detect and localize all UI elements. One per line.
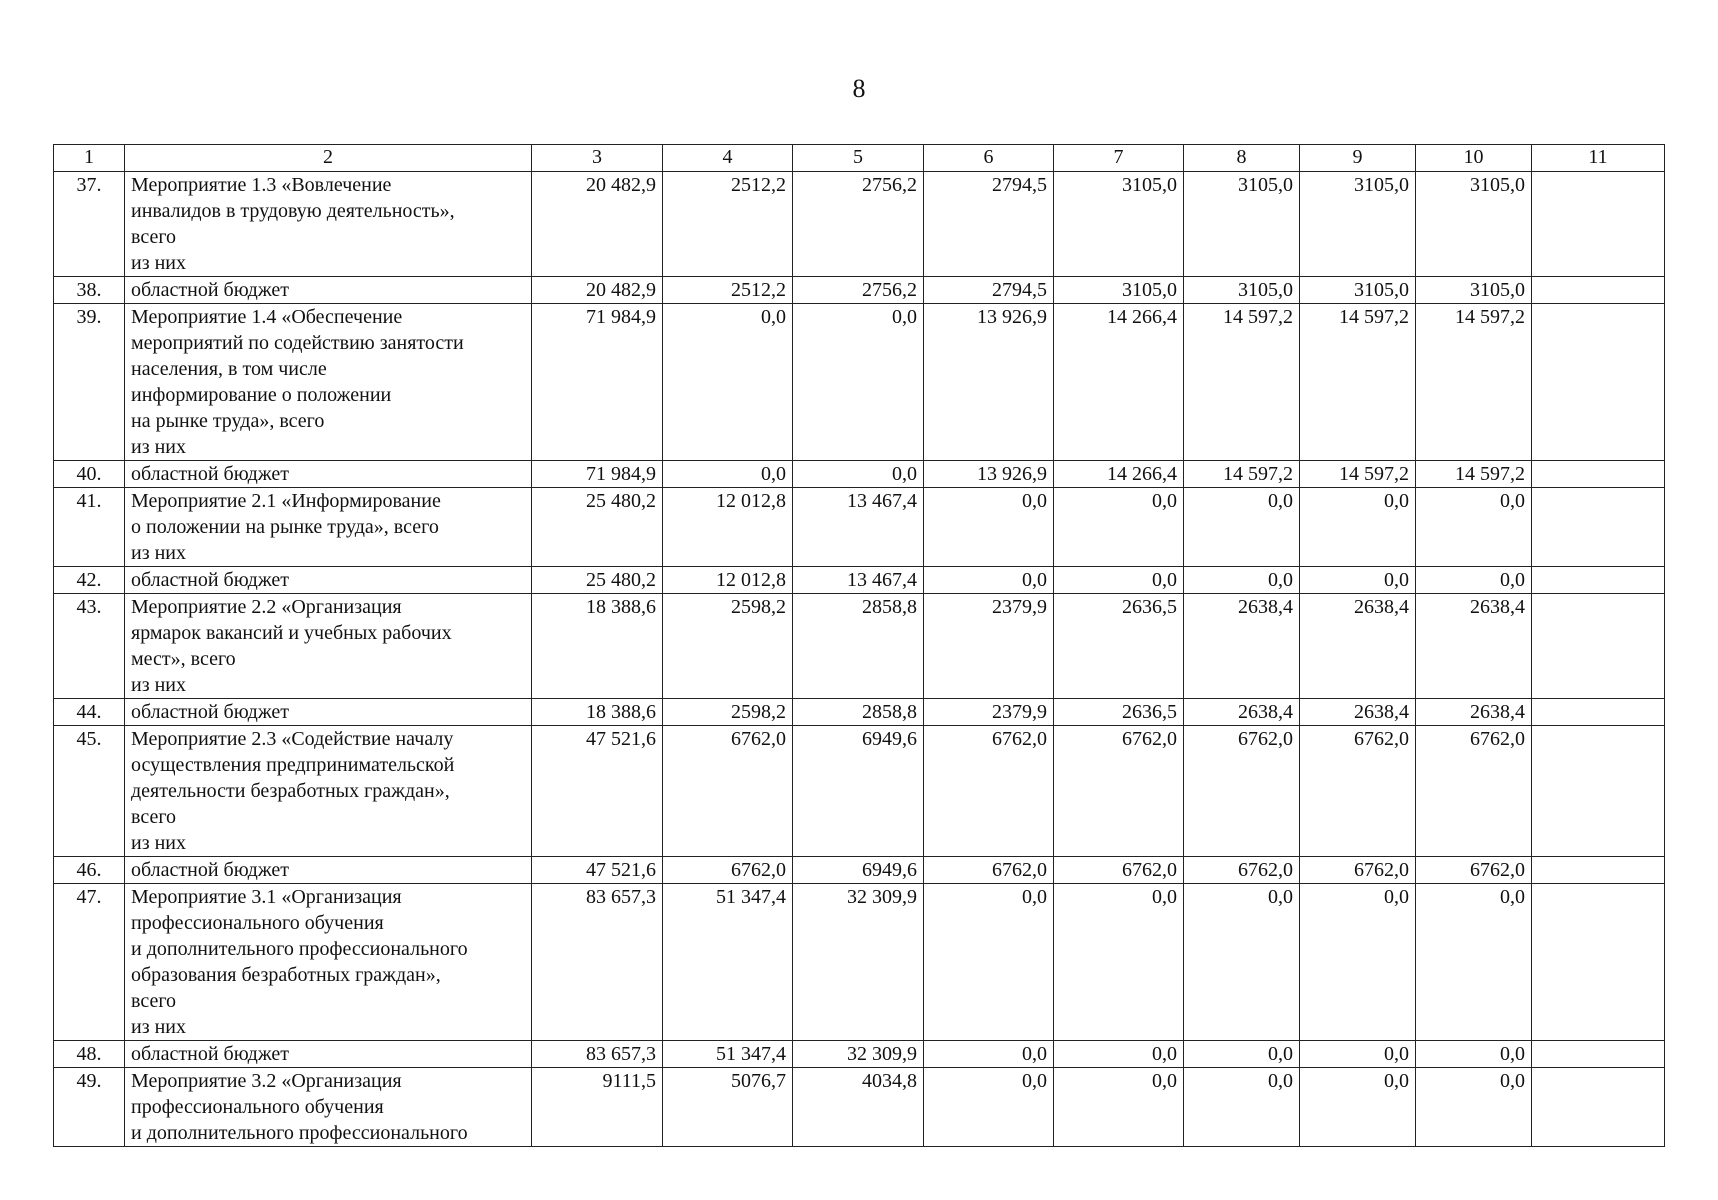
amount-cell: 0,0 xyxy=(1184,567,1300,594)
table-row xyxy=(54,857,1665,884)
amount-cell: 14 597,2 xyxy=(1184,304,1300,461)
amount-cell: 2512,2 xyxy=(663,172,793,277)
notes-cell xyxy=(1532,1068,1665,1147)
table-body xyxy=(54,172,1665,1147)
activity-name: Мероприятие 3.1 «Организация профессионального обучения и дополнительного профессионального образования безработных граждан», всего из них xyxy=(125,884,532,1041)
notes-cell xyxy=(1532,857,1665,884)
amount-cell: 2756,2 xyxy=(793,277,924,304)
table-row xyxy=(54,1041,1665,1068)
amount-cell: 0,0 xyxy=(1416,1041,1532,1068)
amount-cell: 32 309,9 xyxy=(793,884,924,1041)
amount-cell: 14 266,4 xyxy=(1054,304,1184,461)
amount-cell: 0,0 xyxy=(924,567,1054,594)
amount-cell: 6949,6 xyxy=(793,857,924,884)
amount-cell: 13 467,4 xyxy=(793,488,924,567)
activity-name: Мероприятие 1.4 «Обеспечение мероприятий по содействию занятости населения, в том числе информирование о положении на рынке труда», всего из них xyxy=(125,304,532,461)
amount-cell: 47 521,6 xyxy=(532,726,663,857)
amount-cell: 9111,5 xyxy=(532,1068,663,1147)
amount-cell: 18 388,6 xyxy=(532,594,663,699)
activity-name: Мероприятие 2.1 «Информирование о положении на рынке труда», всего из них xyxy=(125,488,532,567)
amount-cell: 0,0 xyxy=(1416,884,1532,1041)
table-row xyxy=(54,884,1665,1041)
amount-cell: 2512,2 xyxy=(663,277,793,304)
budget-table xyxy=(53,144,1665,1147)
table-row xyxy=(54,304,1665,461)
activity-name: областной бюджет xyxy=(125,857,532,884)
amount-cell: 4034,8 xyxy=(793,1068,924,1147)
column-header: 3 xyxy=(532,145,663,172)
row-number: 38. xyxy=(54,277,125,304)
amount-cell: 14 597,2 xyxy=(1416,461,1532,488)
activity-name: областной бюджет xyxy=(125,567,532,594)
column-header: 11 xyxy=(1532,145,1665,172)
notes-cell xyxy=(1532,726,1665,857)
row-number: 39. xyxy=(54,304,125,461)
amount-cell: 0,0 xyxy=(1416,1068,1532,1147)
amount-cell: 0,0 xyxy=(924,884,1054,1041)
amount-cell: 2638,4 xyxy=(1416,594,1532,699)
notes-cell xyxy=(1532,172,1665,277)
table-row xyxy=(54,726,1665,857)
table-row xyxy=(54,594,1665,699)
amount-cell: 14 266,4 xyxy=(1054,461,1184,488)
table-row xyxy=(54,461,1665,488)
table-row xyxy=(54,567,1665,594)
amount-cell: 51 347,4 xyxy=(663,884,793,1041)
amount-cell: 2636,5 xyxy=(1054,699,1184,726)
amount-cell: 6762,0 xyxy=(1184,857,1300,884)
amount-cell: 2638,4 xyxy=(1184,594,1300,699)
amount-cell: 2756,2 xyxy=(793,172,924,277)
column-header: 4 xyxy=(663,145,793,172)
row-number: 48. xyxy=(54,1041,125,1068)
amount-cell: 20 482,9 xyxy=(532,172,663,277)
amount-cell: 14 597,2 xyxy=(1416,304,1532,461)
table-row xyxy=(54,488,1665,567)
amount-cell: 20 482,9 xyxy=(532,277,663,304)
amount-cell: 2638,4 xyxy=(1416,699,1532,726)
amount-cell: 0,0 xyxy=(1300,884,1416,1041)
amount-cell: 0,0 xyxy=(924,1041,1054,1068)
amount-cell: 25 480,2 xyxy=(532,567,663,594)
column-header: 6 xyxy=(924,145,1054,172)
amount-cell: 3105,0 xyxy=(1300,172,1416,277)
amount-cell: 71 984,9 xyxy=(532,461,663,488)
amount-cell: 71 984,9 xyxy=(532,304,663,461)
amount-cell: 0,0 xyxy=(1184,884,1300,1041)
notes-cell xyxy=(1532,567,1665,594)
notes-cell xyxy=(1532,1041,1665,1068)
amount-cell: 83 657,3 xyxy=(532,884,663,1041)
amount-cell: 0,0 xyxy=(1054,884,1184,1041)
amount-cell: 6762,0 xyxy=(924,726,1054,857)
amount-cell: 3105,0 xyxy=(1184,277,1300,304)
amount-cell: 3105,0 xyxy=(1416,277,1532,304)
activity-name: областной бюджет xyxy=(125,1041,532,1068)
column-header: 5 xyxy=(793,145,924,172)
activity-name: Мероприятие 2.2 «Организация ярмарок вакансий и учебных рабочих мест», всего из них xyxy=(125,594,532,699)
amount-cell: 6762,0 xyxy=(924,857,1054,884)
column-header: 8 xyxy=(1184,145,1300,172)
amount-cell: 32 309,9 xyxy=(793,1041,924,1068)
page-number: 8 xyxy=(852,74,866,103)
amount-cell: 25 480,2 xyxy=(532,488,663,567)
amount-cell: 13 926,9 xyxy=(924,304,1054,461)
amount-cell: 6762,0 xyxy=(1416,857,1532,884)
amount-cell: 0,0 xyxy=(1184,1068,1300,1147)
amount-cell: 6762,0 xyxy=(663,857,793,884)
amount-cell: 0,0 xyxy=(793,304,924,461)
table-row xyxy=(54,699,1665,726)
activity-name: Мероприятие 2.3 «Содействие началу осуществления предпринимательской деятельности безработных граждан», всего из них xyxy=(125,726,532,857)
amount-cell: 6762,0 xyxy=(1184,726,1300,857)
amount-cell: 0,0 xyxy=(1054,1041,1184,1068)
column-header: 9 xyxy=(1300,145,1416,172)
amount-cell: 0,0 xyxy=(663,304,793,461)
amount-cell: 13 467,4 xyxy=(793,567,924,594)
row-number: 49. xyxy=(54,1068,125,1147)
amount-cell: 0,0 xyxy=(1300,567,1416,594)
table-row xyxy=(54,277,1665,304)
amount-cell: 0,0 xyxy=(924,488,1054,567)
row-number: 44. xyxy=(54,699,125,726)
table-row xyxy=(54,1068,1665,1147)
row-number: 41. xyxy=(54,488,125,567)
amount-cell: 5076,7 xyxy=(663,1068,793,1147)
amount-cell: 2636,5 xyxy=(1054,594,1184,699)
amount-cell: 3105,0 xyxy=(1416,172,1532,277)
row-number: 45. xyxy=(54,726,125,857)
amount-cell: 6949,6 xyxy=(793,726,924,857)
amount-cell: 0,0 xyxy=(1184,1041,1300,1068)
amount-cell: 3105,0 xyxy=(1054,172,1184,277)
amount-cell: 6762,0 xyxy=(1300,857,1416,884)
activity-name: Мероприятие 3.2 «Организация профессионального обучения и дополнительного профессионального xyxy=(125,1068,532,1147)
table-row xyxy=(54,172,1665,277)
notes-cell xyxy=(1532,461,1665,488)
header-row xyxy=(54,145,1665,172)
notes-cell xyxy=(1532,699,1665,726)
amount-cell: 0,0 xyxy=(1054,567,1184,594)
amount-cell: 2638,4 xyxy=(1300,594,1416,699)
amount-cell: 6762,0 xyxy=(663,726,793,857)
amount-cell: 14 597,2 xyxy=(1300,461,1416,488)
amount-cell: 2598,2 xyxy=(663,699,793,726)
amount-cell: 3105,0 xyxy=(1054,277,1184,304)
notes-cell xyxy=(1532,304,1665,461)
amount-cell: 0,0 xyxy=(1300,1041,1416,1068)
amount-cell: 0,0 xyxy=(1416,567,1532,594)
amount-cell: 0,0 xyxy=(1184,488,1300,567)
amount-cell: 2379,9 xyxy=(924,594,1054,699)
amount-cell: 2794,5 xyxy=(924,277,1054,304)
amount-cell: 0,0 xyxy=(924,1068,1054,1147)
row-number: 47. xyxy=(54,884,125,1041)
amount-cell: 6762,0 xyxy=(1054,857,1184,884)
column-header: 2 xyxy=(125,145,532,172)
amount-cell: 12 012,8 xyxy=(663,488,793,567)
amount-cell: 13 926,9 xyxy=(924,461,1054,488)
amount-cell: 47 521,6 xyxy=(532,857,663,884)
amount-cell: 0,0 xyxy=(1054,1068,1184,1147)
amount-cell: 0,0 xyxy=(793,461,924,488)
amount-cell: 2794,5 xyxy=(924,172,1054,277)
column-header: 1 xyxy=(54,145,125,172)
notes-cell xyxy=(1532,488,1665,567)
column-header: 10 xyxy=(1416,145,1532,172)
amount-cell: 2638,4 xyxy=(1184,699,1300,726)
amount-cell: 83 657,3 xyxy=(532,1041,663,1068)
amount-cell: 51 347,4 xyxy=(663,1041,793,1068)
row-number: 37. xyxy=(54,172,125,277)
amount-cell: 2598,2 xyxy=(663,594,793,699)
amount-cell: 2379,9 xyxy=(924,699,1054,726)
row-number: 40. xyxy=(54,461,125,488)
amount-cell: 0,0 xyxy=(1300,488,1416,567)
notes-cell xyxy=(1532,594,1665,699)
notes-cell xyxy=(1532,277,1665,304)
amount-cell: 3105,0 xyxy=(1300,277,1416,304)
amount-cell: 2638,4 xyxy=(1300,699,1416,726)
amount-cell: 6762,0 xyxy=(1054,726,1184,857)
amount-cell: 6762,0 xyxy=(1416,726,1532,857)
amount-cell: 0,0 xyxy=(1054,488,1184,567)
amount-cell: 2858,8 xyxy=(793,594,924,699)
row-number: 43. xyxy=(54,594,125,699)
activity-name: Мероприятие 1.3 «Вовлечение инвалидов в трудовую деятельность», всего из них xyxy=(125,172,532,277)
amount-cell: 18 388,6 xyxy=(532,699,663,726)
notes-cell xyxy=(1532,884,1665,1041)
amount-cell: 6762,0 xyxy=(1300,726,1416,857)
amount-cell: 14 597,2 xyxy=(1300,304,1416,461)
amount-cell: 0,0 xyxy=(1416,488,1532,567)
row-number: 46. xyxy=(54,857,125,884)
amount-cell: 0,0 xyxy=(1300,1068,1416,1147)
amount-cell: 14 597,2 xyxy=(1184,461,1300,488)
amount-cell: 3105,0 xyxy=(1184,172,1300,277)
activity-name: областной бюджет xyxy=(125,699,532,726)
activity-name: областной бюджет xyxy=(125,461,532,488)
row-number: 42. xyxy=(54,567,125,594)
amount-cell: 12 012,8 xyxy=(663,567,793,594)
amount-cell: 2858,8 xyxy=(793,699,924,726)
column-header: 7 xyxy=(1054,145,1184,172)
activity-name: областной бюджет xyxy=(125,277,532,304)
amount-cell: 0,0 xyxy=(663,461,793,488)
